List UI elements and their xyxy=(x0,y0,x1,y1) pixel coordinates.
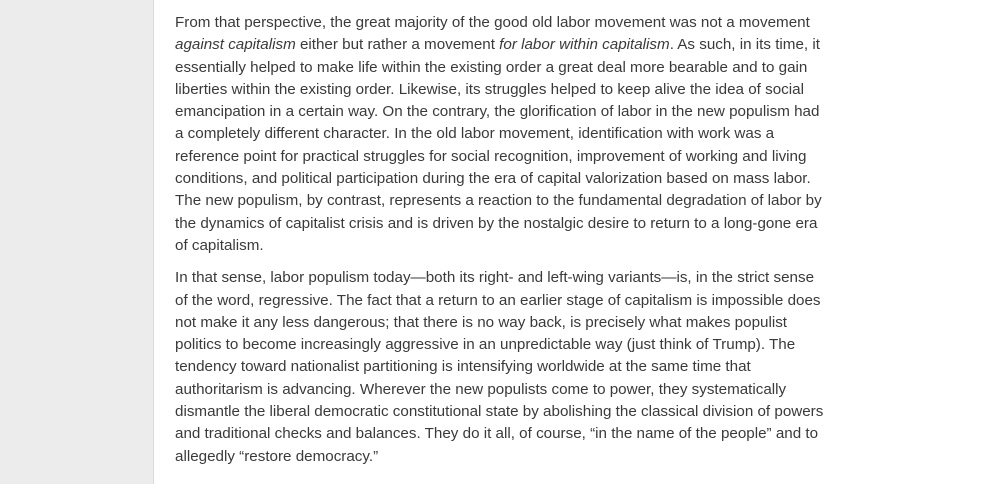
paragraph-1 xyxy=(175,12,827,257)
paragraph-1-text-c: . As such, in its time, it essentially helped to make life within the existing order a great deal more bearable and to gain liberties within the existing order. Likewise, its struggles helped to keep alive the idea of social emancipation in a certain way. On the contrary, the glorification of labor in the new populism had a completely different character. In the old labor movement, identification with work was a reference point for practical struggles for social recognition, improvement of working and living conditions, and political participation during the era of capital valorization based on mass labor. The new populism, by contrast, represents a reaction to the fundamental degradation of labor by the dynamics of capitalist crisis and is driven by the nostalgic desire to return to a long-gone era of capitalism. xyxy=(175,36,822,254)
paragraph-1-text-b: either but rather a movement xyxy=(295,36,500,54)
paragraph-1-italic-b: for labor within capitalism xyxy=(499,36,670,54)
paragraph-1-text-a: From that perspective, the great majority of the good old labor movement was not a movement xyxy=(175,14,810,31)
paragraph-1-italic-a: against capitalism xyxy=(175,36,296,54)
article-body xyxy=(175,12,827,478)
left-sidebar-gutter xyxy=(0,0,154,484)
paragraph-2: In that sense, labor populism today—both its right- and left-wing variants—is, in the strict sense of the word, regressive. The fact that a return to an earlier stage of capitalism is impossible does not make it any less dangerous; that there is no way back, is precisely what makes populist politics to become increasingly aggressive in an unpredictable way (just think of Trump). The tendency toward nationalist partitioning is intensifying worldwide at the same time that authoritarism is advancing. Wherever the new populists come to power, they systematically dismantle the liberal democratic constitutional state by abolishing the classical division of powers and traditional checks and balances. They do it all, of course, “in the name of the people” and to allegedly “restore democracy.” xyxy=(175,269,824,465)
